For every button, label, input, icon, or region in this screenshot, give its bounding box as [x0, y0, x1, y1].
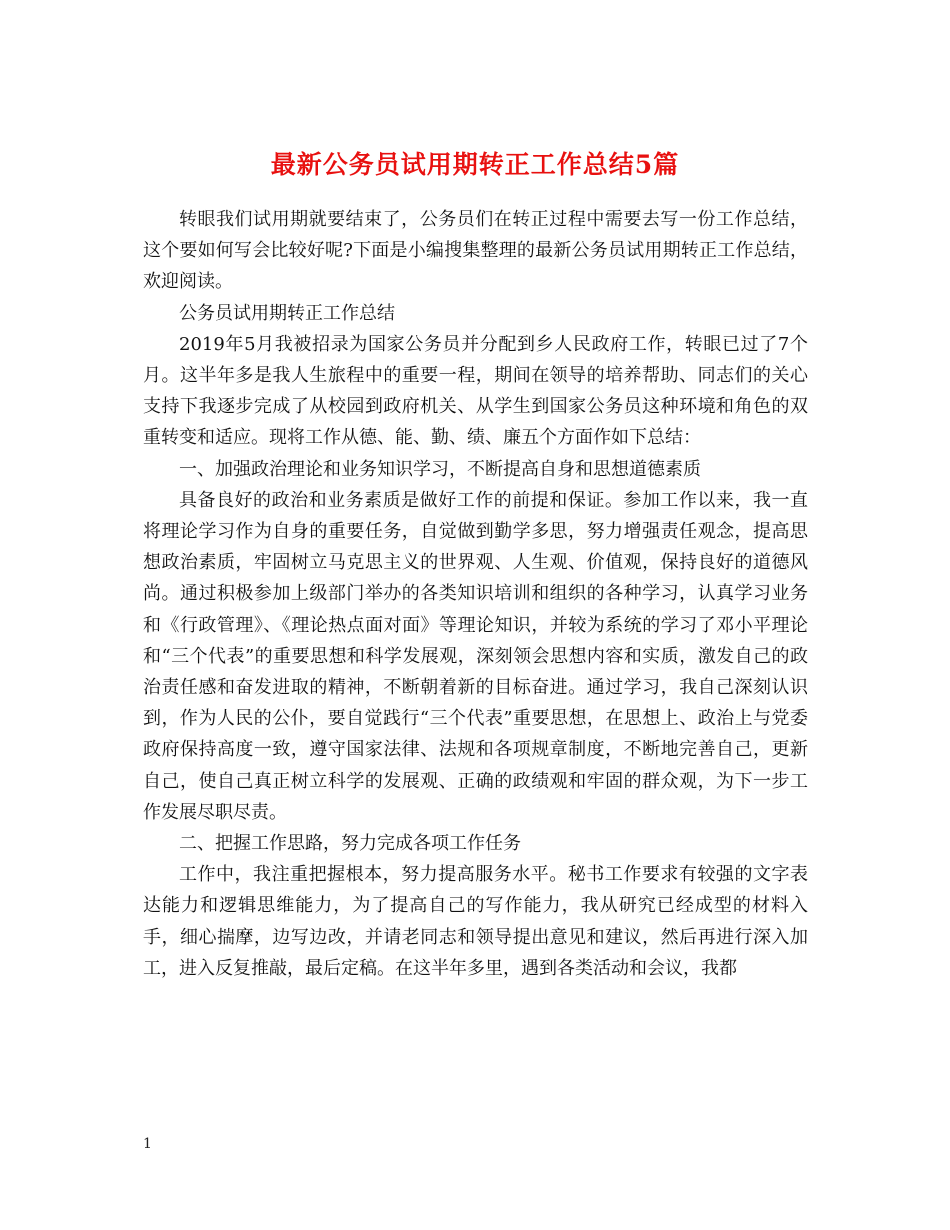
section-heading-1: 一、加强政治理论和业务知识学习，不断提高自身和思想道德素质	[179, 458, 701, 480]
section-subtitle: 公务员试用期转正工作总结	[179, 302, 395, 324]
body-paragraph: 工作中，我注重把握根本，努力提高服务水平。秘书工作要求有较强的文字表达能力和逻辑思维能力，为了提高自己的写作能力，我从研究已经成型的材料入手，细心揣摩，边写边改，并请老同志和领导提出意见和建议，然后再进行深入加工，进入反复推敲，最后定稿。在这半年多里，遇到各类活动和会议，我都	[143, 864, 808, 979]
section-heading-2: 二、把握工作思路，努力完成各项工作任务	[179, 833, 521, 855]
intro-paragraph: 转眼我们试用期就要结束了，公务员们在转正过程中需要去写一份工作总结，这个要如何写会比较好呢?下面是小编搜集整理的最新公务员试用期转正工作总结，欢迎阅读。	[143, 209, 808, 293]
page-number: 1	[143, 1136, 152, 1152]
document-title: 最新公务员试用期转正工作总结5篇	[270, 149, 680, 179]
document-body	[143, 204, 808, 984]
body-paragraph: 具备良好的政治和业务素质是做好工作的前提和保证。参加工作以来，我一直将理论学习作为自身的重要任务，自觉做到勤学多思，努力增强责任观念，提高思想政治素质，牢固树立马克思主义的世界观、人生观、价值观，保持良好的道德风尚。通过积极参加上级部门举办的各类知识培训和组织的各种学习，认真学习业务和《行政管理》、《理论热点面对面》等理论知识，并较为系统的学习了邓小平理论和“三个代表”的重要思想和科学发展观，深刻领会思想内容和实质，激发自己的政治责任感和奋发进取的精神，不断朝着新的目标奋进。通过学习，我自己深刻认识到，作为人民的公仆，要自觉践行“三个代表”重要思想，在思想上、政治上与党委政府保持高度一致，遵守国家法律、法规和各项规章制度，不断地完善自己，更新自己，使自己真正树立科学的发展观、正确的政绩观和牢固的群众观，为下一步工作发展尽职尽责。	[143, 489, 808, 823]
body-paragraph: 2019年5月我被招录为国家公务员并分配到乡人民政府工作，转眼已过了7个月。这半年多是我人生旅程中的重要一程，期间在领导的培养帮助、同志们的关心支持下我逐步完成了从校园到政府机关、从学生到国家公务员这种环境和角色的双重转变和适应。现将工作从德、能、勤、绩、廉五个方面作如下总结：	[143, 333, 808, 449]
